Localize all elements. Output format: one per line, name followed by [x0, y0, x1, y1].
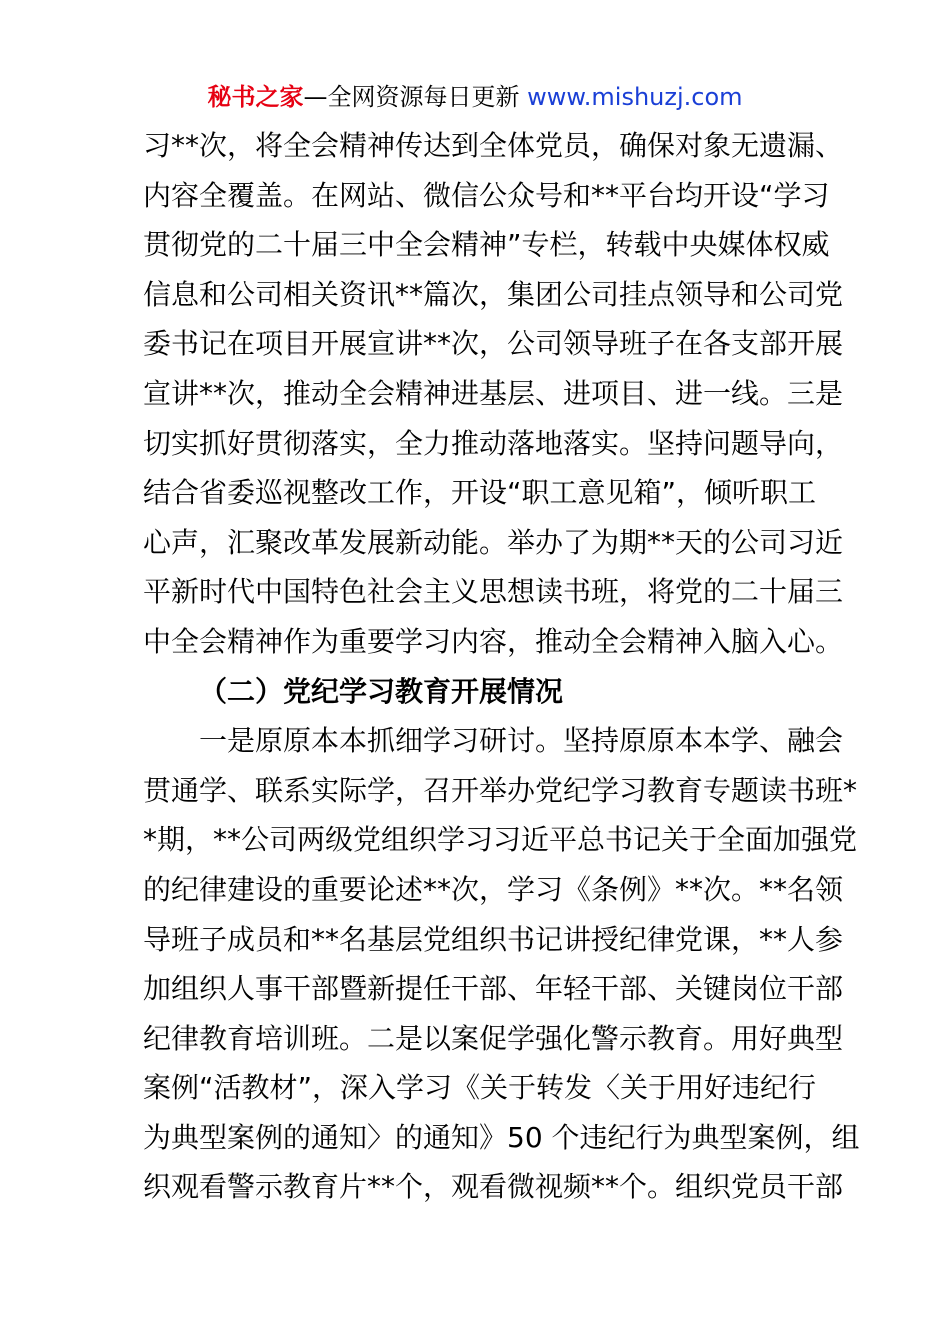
- text-line: 切实抓好贯彻落实，全力推动落地落实。坚持问题导向，: [143, 426, 844, 460]
- paragraph-first-line: 一是原原本本抓细学习研讨。坚持原原本本学、融会: [199, 724, 844, 758]
- text-line: *期，**公司两级党组织学习习近平总书记关于全面加强党: [143, 823, 858, 857]
- text-line: 信息和公司相关资讯**篇次，集团公司挂点领导和公司党: [143, 277, 844, 311]
- text-line: 案例“活教材”，深入学习《关于转发〈关于用好违纪行: [143, 1071, 817, 1105]
- text-line: 平新时代中国特色社会主义思想读书班，将党的二十届三: [143, 575, 844, 609]
- text-line: 纪律教育培训班。二是以案促学强化警示教育。用好典型: [143, 1021, 844, 1055]
- site-header: [0, 80, 950, 114]
- document-body: [143, 128, 860, 1219]
- text-line: 贯彻党的二十届三中全会精神”专栏，转载中央媒体权威: [143, 228, 830, 262]
- text-line: 加组织人事干部暨新提任干部、年轻干部、关键岗位干部: [143, 972, 844, 1006]
- text-line: 委书记在项目开展宣讲**次，公司领导班子在各支部开展: [143, 327, 844, 361]
- text-line: 为典型案例的通知〉的通知》50 个违纪行为典型案例，组: [143, 1120, 860, 1154]
- text-line: 贯通学、联系实际学，召开举办党纪学习教育专题读书班*: [143, 773, 858, 807]
- site-url[interactable]: www.mishuzj.com: [527, 83, 743, 111]
- text-line: 织观看警示教育片**个，观看微视频**个。组织党员干部: [143, 1170, 844, 1204]
- text-line: 中全会精神作为重要学习内容，推动全会精神入脑入心。: [143, 624, 844, 658]
- section-heading: （二）党纪学习教育开展情况: [199, 674, 564, 708]
- text-line: 心声，汇聚改革发展新动能。举办了为期**天的公司习近: [143, 525, 844, 559]
- header-tagline: —全网资源每日更新: [303, 83, 520, 111]
- text-line: 内容全覆盖。在网站、微信公众号和**平台均开设“学习: [143, 178, 830, 212]
- text-line: 结合省委巡视整改工作，开设“职工意见箱”，倾听职工: [143, 476, 817, 510]
- text-line: 导班子成员和**名基层党组织书记讲授纪律党课，**人参: [143, 922, 844, 956]
- text-line: 习**次，将全会精神传达到全体党员，确保对象无遗漏、: [143, 129, 844, 162]
- text-line: 的纪律建设的重要论述**次，学习《条例》**次。**名领: [143, 872, 844, 906]
- brand-name: 秘书之家: [207, 83, 304, 111]
- text-line: 宣讲**次，推动全会精神进基层、进项目、进一线。三是: [143, 376, 844, 410]
